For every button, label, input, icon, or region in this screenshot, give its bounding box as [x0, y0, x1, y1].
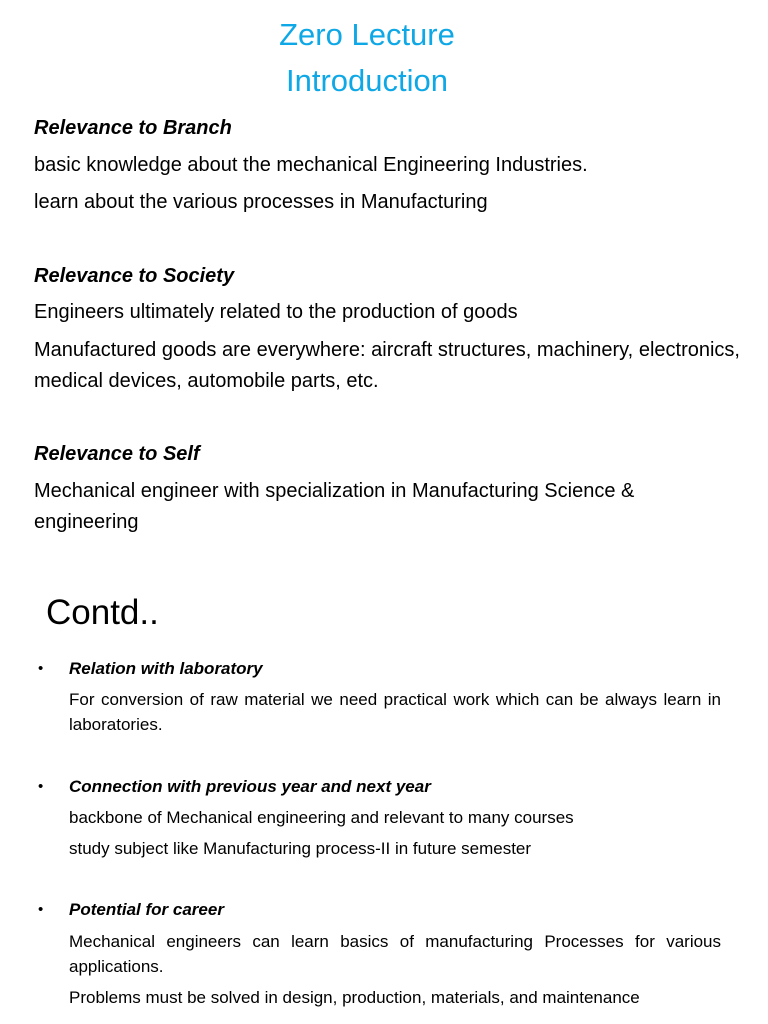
slide-title-line-1: Zero Lecture — [279, 17, 455, 52]
bullet-marker: • — [38, 660, 44, 677]
item-laboratory-heading: Relation with laboratory — [69, 659, 263, 678]
bullet-marker: • — [38, 901, 44, 918]
slide-contd — [0, 572, 768, 1024]
slide-title: Contd.. — [46, 593, 159, 632]
item-career-heading: Potential for career — [69, 900, 224, 919]
slide-title-line-2: Introduction — [286, 63, 448, 98]
slide-title — [0, 12, 734, 104]
relevance-branch-line: basic knowledge about the mechanical Engineering Industries. — [34, 154, 588, 176]
relevance-self-line: Mechanical engineer with specialization in Manufacturing Science & engineering — [34, 480, 635, 533]
relevance-society-line: Manufactured goods are everywhere: aircraft structures, machinery, electronics, medical devices, automobile parts, etc. — [34, 339, 740, 392]
relevance-branch-heading: Relevance to Branch — [34, 117, 232, 139]
relevance-branch-line: learn about the various processes in Manufacturing — [34, 191, 488, 213]
relevance-self-heading: Relevance to Self — [34, 443, 200, 465]
relevance-society-line: Engineers ultimately related to the production of goods — [34, 301, 518, 323]
relevance-society-heading: Relevance to Society — [34, 265, 235, 287]
item-career-line: Mechanical engineers can learn basics of manufacturing Processes for various applications. — [69, 932, 721, 976]
item-career-line: Problems must be solved in design, production, materials, and maintenance — [69, 988, 640, 1007]
item-laboratory-line: For conversion of raw material we need practical work which can be always learn in laboratories. — [69, 690, 721, 734]
bullet-marker: • — [38, 778, 44, 795]
item-connection-line: backbone of Mechanical engineering and relevant to many courses — [69, 808, 574, 827]
item-connection-heading: Connection with previous year and next year — [69, 777, 431, 796]
item-connection-line: study subject like Manufacturing process-II in future semester — [69, 839, 532, 858]
